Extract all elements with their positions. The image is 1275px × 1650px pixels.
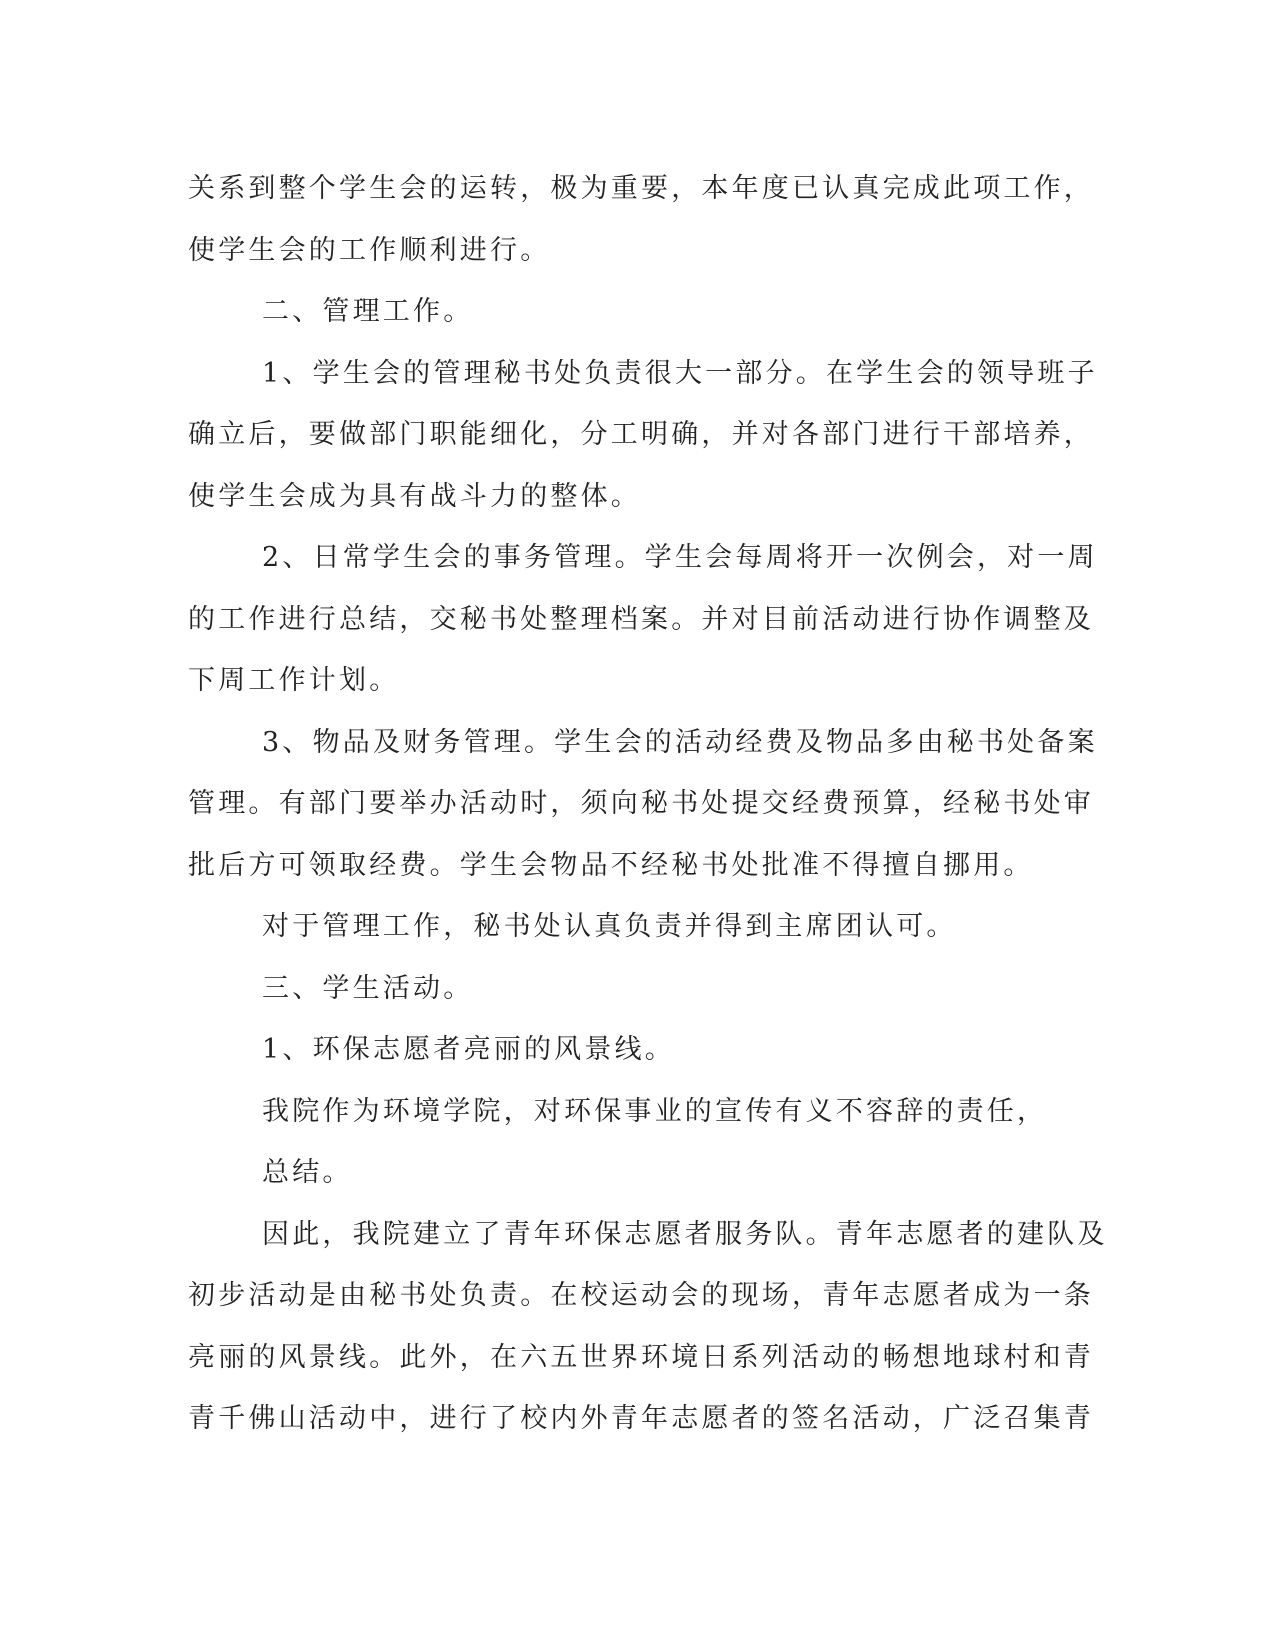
text-line: 使学生会成为具有战斗力的整体。 [188, 480, 641, 512]
text-line: 管理。有部门要举办活动时，须向秘书处提交经费预算，经秘书处审 [188, 788, 1094, 819]
text-line: 三、学生活动。 [262, 972, 474, 1004]
section-heading [188, 281, 1088, 343]
text-line: 总结。 [262, 1157, 353, 1188]
text-line: 对于管理工作，秘书处认真负责并得到主席团认可。 [262, 911, 957, 942]
text-line: 青千佛山活动中，进行了校内外青年志愿者的签名活动，广泛召集青 [188, 1403, 1094, 1434]
text-line: 二、管理工作。 [262, 296, 474, 327]
text-line: 3、物品及财务管理。学生会的活动经费及物品多由秘书处备案 [262, 726, 1098, 758]
text-line: 亮丽的风景线。此外，在六五世界环境日系列活动的畅想地球村和青 [188, 1341, 1094, 1373]
text-line: 我院作为环境学院，对环保事业的宣传有义不容辞的责任， [262, 1095, 1048, 1127]
paragraph [188, 896, 1088, 958]
document-body [188, 158, 1108, 1450]
text-line: 使学生会的工作顺利进行。 [188, 234, 551, 266]
paragraph [188, 1142, 1088, 1204]
text-line: 下周工作计划。 [188, 665, 400, 696]
text-line: 的工作进行总结，交秘书处整理档案。并对目前活动进行协作调整及 [188, 603, 1094, 635]
text-line: 2、日常学生会的事务管理。学生会每周将开一次例会，对一周 [262, 542, 1098, 573]
section-heading [188, 958, 1088, 1020]
paragraph [188, 1204, 1108, 1450]
text-line: 确立后，要做部门职能细化，分工明确，并对各部门进行干部培养， [188, 419, 1094, 450]
paragraph [188, 712, 1098, 897]
paragraph [188, 158, 1094, 281]
paragraph [188, 343, 1098, 528]
text-line: 因此，我院建立了青年环保志愿者服务队。青年志愿者的建队及 [262, 1218, 1108, 1250]
text-line: 1、环保志愿者亮丽的风景线。 [262, 1034, 675, 1065]
text-line: 初步活动是由秘书处负责。在校运动会的现场，青年志愿者成为一条 [188, 1280, 1094, 1311]
text-line: 关系到整个学生会的运转，极为重要，本年度已认真完成此项工作， [188, 173, 1094, 204]
subsection-heading [188, 1019, 1088, 1081]
text-line: 批后方可领取经费。学生会物品不经秘书处批准不得擅自挪用。 [188, 849, 1034, 881]
paragraph [188, 1081, 1088, 1143]
text-line: 1、学生会的管理秘书处负责很大一部分。在学生会的领导班子 [262, 357, 1098, 389]
paragraph [188, 527, 1098, 712]
